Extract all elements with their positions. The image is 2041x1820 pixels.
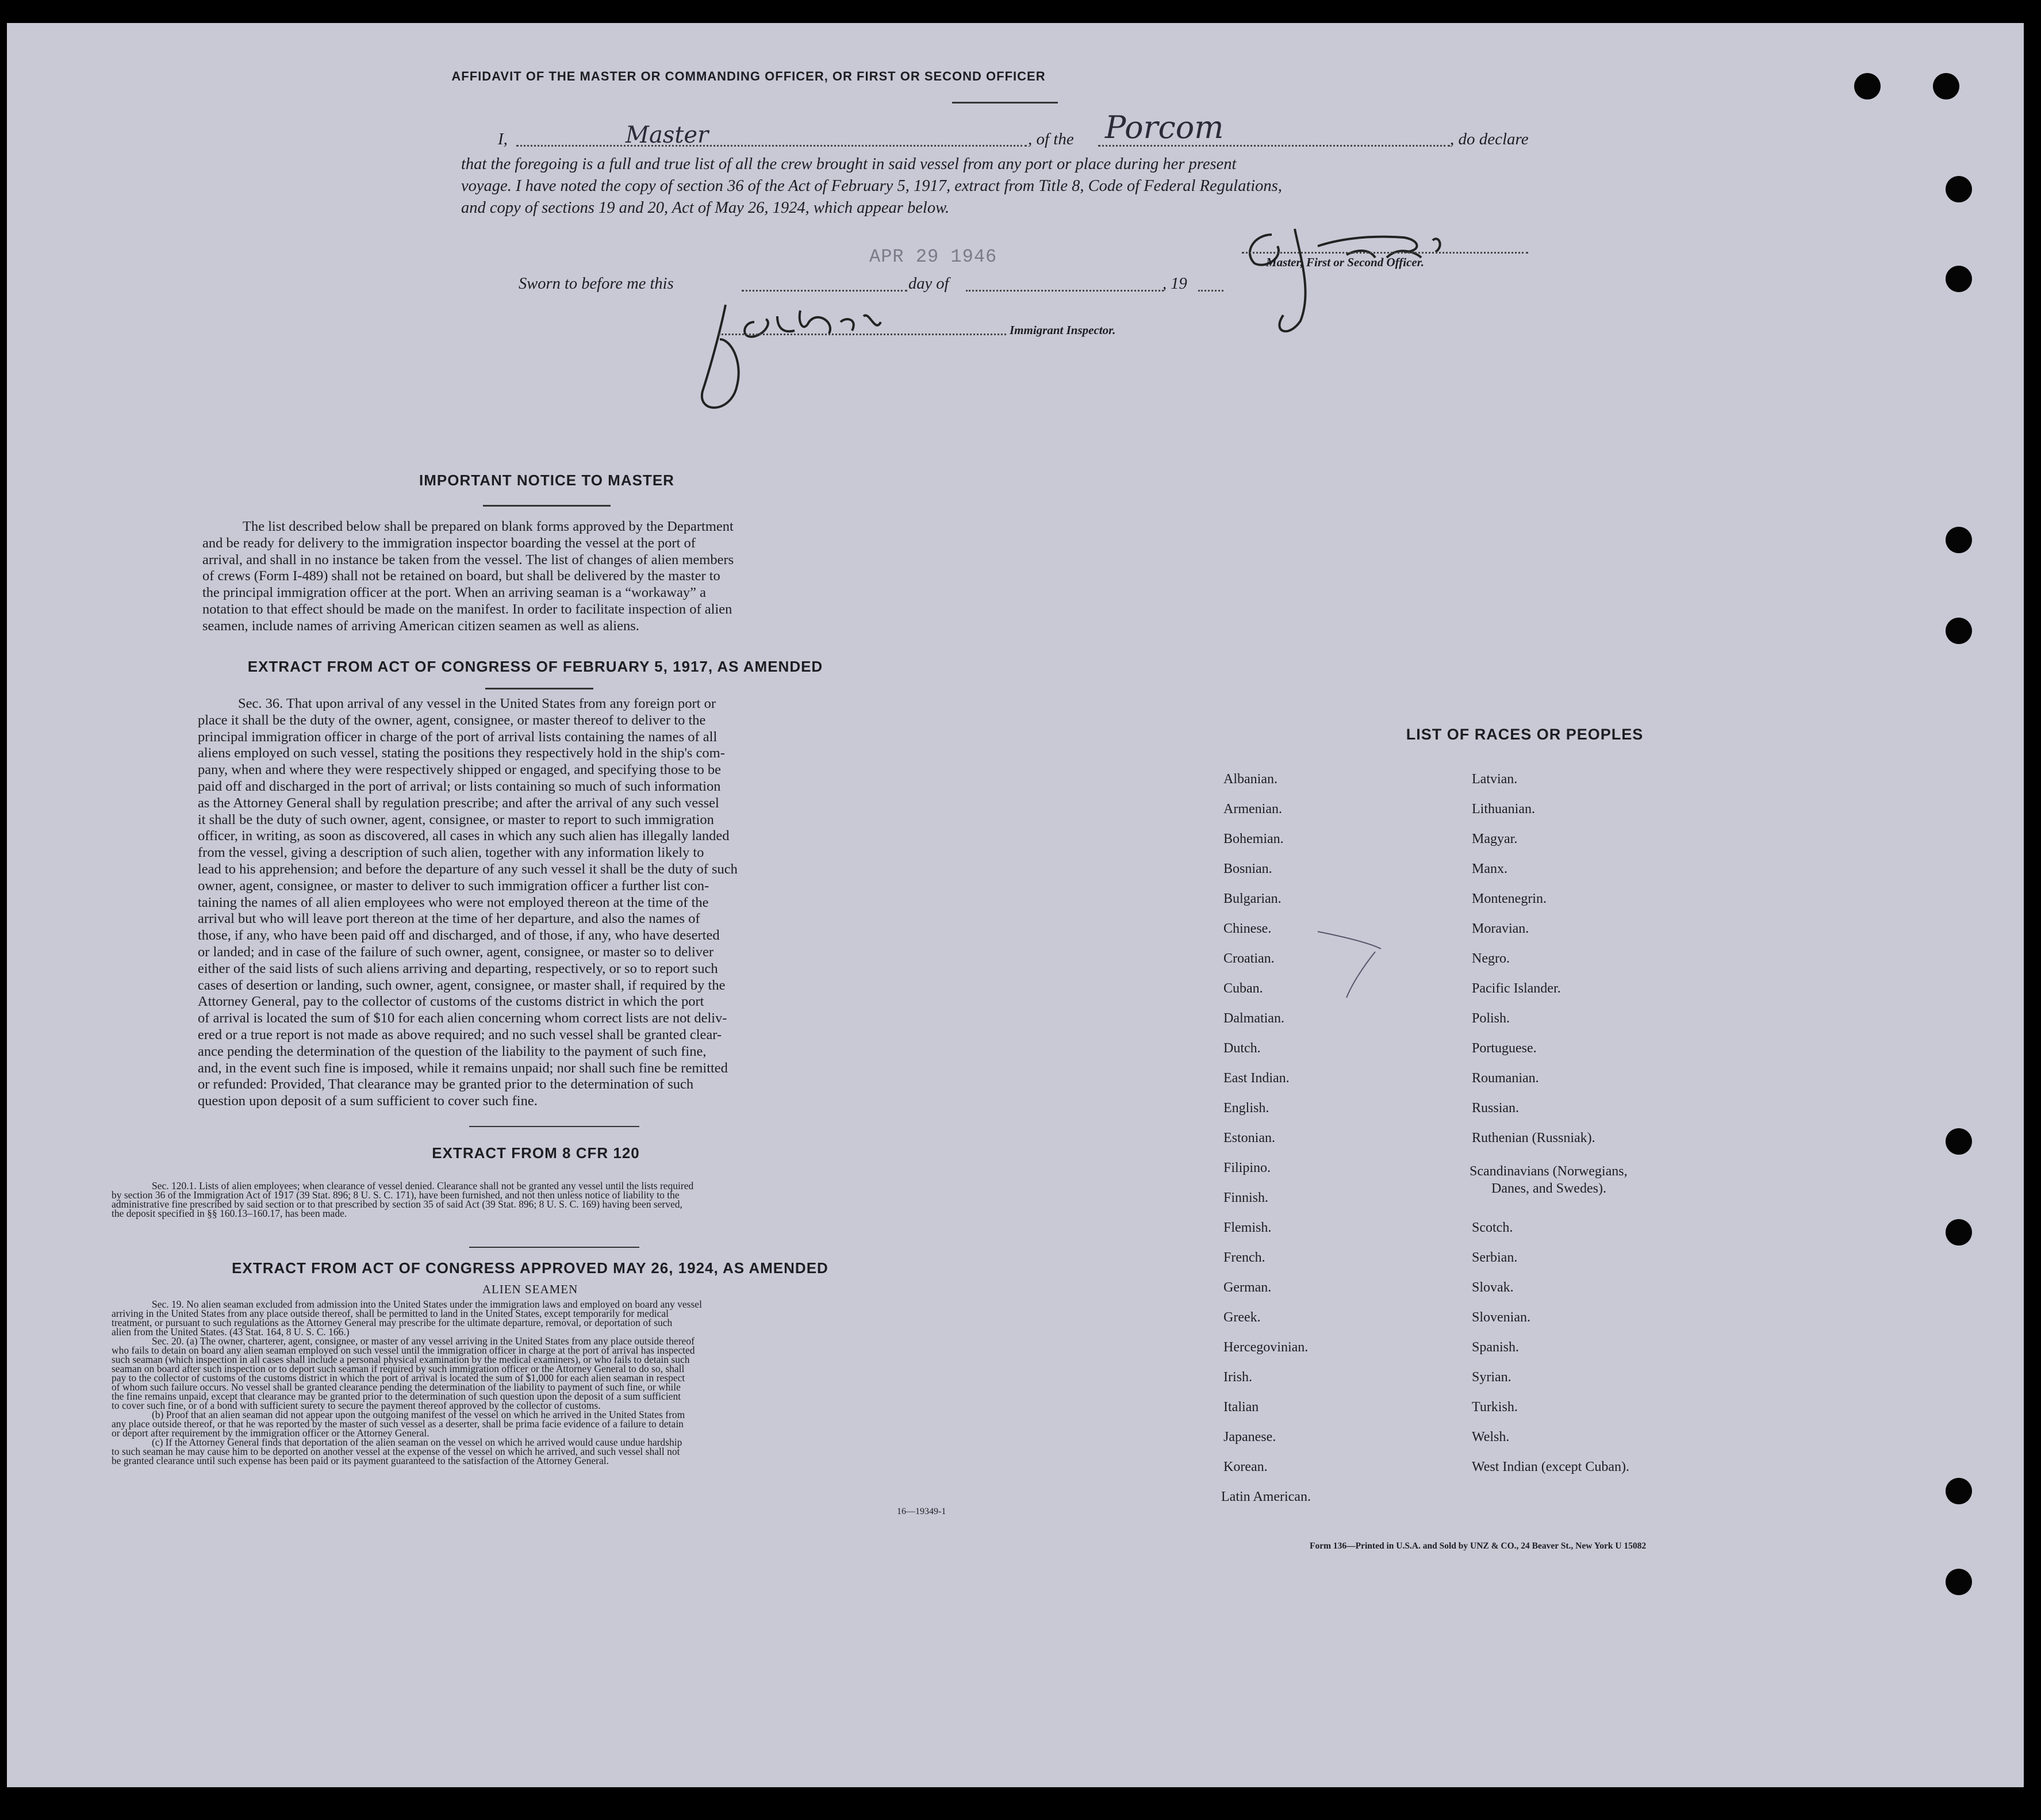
extract1917-line: taining the names of all alien employees who were not employed thereon at the time of the: [198, 894, 709, 910]
extract1917-line: lead to his apprehension; and before the departure of any such vessel it shall be the duty of such: [198, 861, 738, 877]
race-item: Danes, and Swedes).: [1491, 1181, 1606, 1196]
punch-hole: [1946, 527, 1972, 553]
race-item: Negro.: [1472, 951, 1510, 966]
extract1924-subtitle: ALIEN SEAMEN: [482, 1282, 578, 1296]
race-item: Latvian.: [1472, 772, 1518, 787]
extract1917-line: those, if any, who have been paid off and discharged, and of those, if any, who have deserted: [198, 928, 720, 944]
notice-line: of crews (Form I-489) shall not be retained on board, but shall be delivered by the master to: [202, 568, 720, 584]
cfr-line: administrative fine prescribed by said section or to that prescribed by section 35 of said Act (39 Stat. 896; 8 U. S. C. 169) having been served,: [112, 1198, 682, 1210]
date-stamp: APR 29 1946: [869, 246, 998, 267]
affidavit-line: that the foregoing is a full and true list of all the crew brought in said vessel from any port or place during her present: [461, 155, 1237, 173]
race-item: Filipino.: [1223, 1160, 1271, 1175]
extract1917-line: as the Attorney General shall by regulation prescribe; and after the arrival of any such vessel: [198, 795, 719, 811]
extract1917-line: or refunded: Provided, That clearance may be granted prior to the determination of such: [198, 1076, 694, 1093]
extract1924-body: [112, 1300, 957, 1465]
extract1917-line: Sec. 36. That upon arrival of any vessel in the United States from any foreign port or: [238, 696, 716, 711]
extract1917-rule: [485, 688, 593, 689]
race-item: Armenian.: [1223, 802, 1282, 817]
affidavit-title: AFFIDAVIT OF THE MASTER OR COMMANDING OFFICER, OR FIRST OR SECOND OFFICER: [451, 69, 1046, 83]
punch-hole: [1946, 176, 1972, 202]
race-item: German.: [1223, 1280, 1272, 1295]
race-item: Dalmatian.: [1223, 1011, 1284, 1026]
declarant-name-line: [516, 145, 1027, 147]
race-item: Latin American.: [1221, 1489, 1311, 1504]
declarant-name-handwritten: Master: [626, 122, 709, 148]
month-line: [966, 290, 1164, 292]
of-the-label: , of the: [1028, 130, 1074, 148]
extract1917-line: question upon deposit of a sum sufficient to cover such fine.: [198, 1093, 538, 1109]
race-item: Dutch.: [1223, 1041, 1261, 1056]
extract1924-title: EXTRACT FROM ACT OF CONGRESS APPROVED MAY 26, 1924, AS AMENDED: [232, 1259, 828, 1277]
races-title: LIST OF RACES OR PEOPLES: [1406, 726, 1644, 743]
extract1924-line: to cover such fine, or of a bond with sufficient surety to secure the payment thereof approved by the collector of customs.: [112, 1400, 601, 1411]
extract1917-line: it shall be the duty of such owner, agent, consignee, or master to report to such immigration: [198, 811, 714, 827]
race-item: Syrian.: [1472, 1370, 1511, 1385]
race-item: Cuban.: [1223, 981, 1263, 996]
race-item: Slovenian.: [1472, 1310, 1530, 1325]
race-item: Russian.: [1472, 1101, 1520, 1116]
extract1917-line: paid off and discharged in the port of arrival; or lists containing so much of such information: [198, 778, 721, 794]
day-of-label: day of: [908, 275, 949, 293]
year-line: [1198, 290, 1223, 292]
punch-hole: [1946, 618, 1972, 644]
race-item: Moravian.: [1472, 921, 1529, 936]
extract1924-line: be granted clearance until such expense has been paid or its payment guaranteed to the satisfaction of the Attorney General.: [112, 1455, 609, 1466]
notice-title: IMPORTANT NOTICE TO MASTER: [419, 472, 674, 489]
inspector-label: Immigrant Inspector.: [1010, 323, 1116, 337]
extract1917-line: pany, when and where they were respectively shipped or engaged, and specifying those to be: [198, 762, 722, 778]
notice-line: and be ready for delivery to the immigration inspector boarding the vessel at the port of: [202, 535, 696, 551]
race-item: English.: [1223, 1101, 1269, 1116]
race-item: Serbian.: [1472, 1250, 1518, 1265]
extract1924-line: the fine remains unpaid, except that clearance may be granted prior to the determination of such question upon the deposit of a sum sufficient: [112, 1390, 681, 1402]
do-declare-label: , do declare: [1450, 130, 1529, 148]
extract1917-line: Attorney General, pay to the collector of customs of the customs district in which the port: [198, 994, 704, 1010]
race-item: Bulgarian.: [1223, 891, 1282, 906]
race-item: Estonian.: [1223, 1131, 1275, 1145]
cfr-line: Sec. 120.1⁠. Lists of alien employees; when clearance of vessel denied. Clearance shall not be granted any vessel until the lists required: [152, 1180, 694, 1191]
affidavit-line: and copy of sections 19 and 20, Act of May 26, 1924, which appear below.: [461, 199, 950, 217]
extract1924-line: arriving in the United States from any place outside thereof, shall be permitted to land in the United States, except temporarily for medical: [112, 1308, 669, 1319]
race-item: Greek.: [1223, 1310, 1261, 1325]
race-item: Scandinavians (Norwegians,: [1470, 1164, 1628, 1179]
race-item: Turkish.: [1472, 1400, 1518, 1415]
signature-line: [1242, 252, 1528, 254]
extract1917-line: aliens employed on such vessel, stating the positions they respectively hold in the ship's com-: [198, 745, 725, 761]
extract1924-line: any place outside thereof, or that he was reported by the master of such vessel as a deserter, shall be prima facie evidence of a failure to detain: [112, 1418, 684, 1430]
extract1924-line: (b) Proof that an alien seaman did not appear upon the outgoing manifest of the vessel on which he arrived in the United States from: [152, 1409, 685, 1420]
extract1917-line: and, in the event such fine is imposed, while it remains unpaid; nor shall such fine be remitted: [198, 1060, 728, 1076]
extract1924-line: or deport after requirement by the immigration officer or the Attorney General.: [112, 1427, 429, 1439]
section-divider: [469, 1247, 639, 1248]
extract1917-line: ance pending the determination of the question of the liability to the payment of such fine,: [198, 1043, 707, 1059]
race-item: Portuguese.: [1472, 1041, 1537, 1056]
inspector-line: [719, 334, 1006, 335]
title-underline: [952, 102, 1058, 104]
affidavit-line: voyage. I have noted the copy of section 36 of the Act of February 5, 1917, extract from Title 8, Code of Federal Regulations,: [461, 177, 1282, 195]
race-item: Irish.: [1223, 1370, 1252, 1385]
cfr-title: EXTRACT FROM 8 CFR 120: [432, 1144, 640, 1162]
form-code: 16—19349-1: [897, 1507, 946, 1516]
extract1924-line: to such seaman he may cause him to be deported on another vessel at the expense of the vessel on which he arrived, and such vessel shall not: [112, 1446, 680, 1457]
extract1924-line: seaman on board after such inspection or to deport such seaman if required by such immigration officer or the Attorney General to do so, shall: [112, 1363, 685, 1374]
extract1924-line: such seaman (which inspection in all cases shall include a personal physical examination by the medical examiners), or who fails to detain such: [112, 1354, 690, 1365]
race-item: West Indian (except Cuban).: [1472, 1459, 1629, 1474]
cfr-body: [112, 1181, 957, 1218]
extract1924-line: treatment, or pursuant to such regulations as the Attorney General may prescribe for the ultimate departure, removal, or deportation of such: [112, 1317, 673, 1328]
notice-line: arrival, and shall in no instance be taken from the vessel. The list of changes of alien members: [202, 551, 734, 568]
race-item: Bosnian.: [1223, 861, 1272, 876]
extract1917-title: EXTRACT FROM ACT OF CONGRESS OF FEBRUARY 5, 1917, AS AMENDED: [247, 658, 823, 675]
extract1917-line: either of the said lists of such aliens arriving and departing, respectively, or so to report such: [198, 960, 718, 976]
race-item: Montenegrin.: [1472, 891, 1547, 906]
notice-body: [202, 519, 868, 635]
section-divider: [469, 1126, 639, 1127]
race-item: Italian: [1223, 1400, 1259, 1415]
extract1917-line: from the vessel, giving a description of such alien, together with any information likely to: [198, 845, 704, 861]
pencil-mark: [1312, 926, 1392, 1001]
race-item: Magyar.: [1472, 832, 1518, 846]
race-item: Chinese.: [1223, 921, 1272, 936]
race-item: Welsh.: [1472, 1430, 1510, 1444]
punch-hole: [1946, 1478, 1972, 1504]
notice-rule: [483, 505, 611, 507]
extract1924-line: pay to the collector of customs of the customs district in which the port of arrival is located the sum of $1,000 for each alien seaman in respect: [112, 1372, 685, 1384]
race-item: Lithuanian.: [1472, 802, 1535, 817]
race-item: Albanian.: [1223, 772, 1277, 787]
race-item: Ruthenian (Russniak).: [1472, 1131, 1595, 1145]
extract1917-line: principal immigration officer in charge of the port of arrival lists containing the names of all: [198, 729, 718, 745]
extract1924-line: alien from the United States. (43 Stat. 164, 8 U. S. C. 166.): [112, 1326, 350, 1338]
sworn-label: Sworn to before me this: [519, 275, 674, 293]
notice-line: The list described below shall be prepared on blank forms approved by the Department: [243, 519, 734, 534]
extract1917-line: of arrival is located the sum of $10 for each alien concerning whom correct lists are not deliv-: [198, 1010, 727, 1026]
race-item: Hercegovinian.: [1223, 1340, 1309, 1355]
extract1917-line: cases of desertion or landing, such owner, agent, consignee, or master shall, if required by the: [198, 977, 726, 993]
cfr-line: by section 36 of the Immigration Act of 1917 (39 Stat. 896; 8 U. S. C. 171), have been furnished, and not then unless notice of liability to the: [112, 1189, 680, 1201]
race-item: Polish.: [1472, 1011, 1510, 1026]
race-item: Roumanian.: [1472, 1071, 1539, 1086]
punch-hole: [1933, 73, 1959, 99]
extract1924-line: Sec. 20. (a) The owner, charterer, agent, consignee, or master of any vessel arriving in the United States from any place outside thereof: [152, 1335, 695, 1347]
document-page: [7, 23, 2024, 1787]
extract1917-line: arrival but who will leave port thereon at the time of her departure, and also the names of: [198, 911, 700, 927]
printer-footer: Form 136—Printed in U.S.A. and Sold by UNZ & CO., 24 Beaver St., New York U 15082: [1310, 1541, 1647, 1551]
notice-line: the principal immigration officer at the port. When an arriving seaman is a “workaway” a: [202, 585, 707, 601]
extract1924-line: (c) If the Attorney General finds that deportation of the alien seaman on the vessel on which he arrived would cause undue hardship: [152, 1436, 682, 1448]
extract1917-body: [198, 696, 865, 1110]
notice-line: notation to that effect should be made on the manifest. In order to facilitate inspection of alien: [202, 601, 732, 617]
declarant-I: I,: [498, 130, 508, 148]
cfr-line: the deposit specified in §§ 160.13–160.17, has been made.: [112, 1208, 347, 1219]
punch-hole: [1946, 266, 1972, 292]
punch-hole: [1854, 73, 1881, 99]
race-item: Korean.: [1223, 1459, 1268, 1474]
inspector-signature: [685, 288, 915, 420]
vessel-name-handwritten: Porcom: [1105, 109, 1224, 145]
race-item: Finnish.: [1223, 1190, 1269, 1205]
extract1917-line: ered or a true report is not made as above required; and no such vessel shall be granted clear-: [198, 1026, 722, 1043]
race-item: Bohemian.: [1223, 832, 1284, 846]
extract1917-line: officer, in writing, as soon as discovered, all cases in which any such alien has illegally landed: [198, 828, 730, 844]
race-item: Flemish.: [1223, 1220, 1272, 1235]
punch-hole: [1946, 1219, 1972, 1246]
extract1924-line: of whom such failure occurs. No vessel shall be granted clearance pending the determination of the liability to payment of such fine, or while: [112, 1381, 681, 1393]
signature-label: Master, First or Second Officer.: [1266, 255, 1424, 269]
race-item: Pacific Islander.: [1472, 981, 1561, 996]
year-label: , 19: [1163, 275, 1187, 293]
race-item: Scotch.: [1472, 1220, 1513, 1235]
notice-line: seamen, include names of arriving American citizen seamen as well as aliens.: [202, 618, 639, 634]
punch-hole: [1946, 1128, 1972, 1155]
race-item: Japanese.: [1223, 1430, 1276, 1444]
race-item: Slovak.: [1472, 1280, 1514, 1295]
master-signature: [1231, 212, 1496, 347]
punch-hole: [1946, 1569, 1972, 1595]
extract1924-line: Sec. 19. No alien seaman excluded from admission into the United States under the immigration laws and employed on board any vessel: [152, 1298, 702, 1310]
extract1917-line: place it shall be the duty of the owner, agent, consignee, or master thereof to deliver to the: [198, 712, 706, 728]
race-item: Croatian.: [1223, 951, 1275, 966]
race-item: East Indian.: [1223, 1071, 1290, 1086]
extract1917-line: or landed; and in case of the failure of such owner, agent, consignee, or master so to deliver: [198, 944, 714, 960]
extract1924-line: who fails to detain on board any alien seaman employed on such vessel until the immigration officer in charge at the port of arrival has inspected: [112, 1344, 695, 1356]
race-item: Manx.: [1472, 861, 1507, 876]
race-item: Spanish.: [1472, 1340, 1520, 1355]
race-item: French.: [1223, 1250, 1265, 1265]
extract1917-line: owner, agent, consignee, or master to deliver to such immigration officer a further list con-: [198, 878, 709, 894]
